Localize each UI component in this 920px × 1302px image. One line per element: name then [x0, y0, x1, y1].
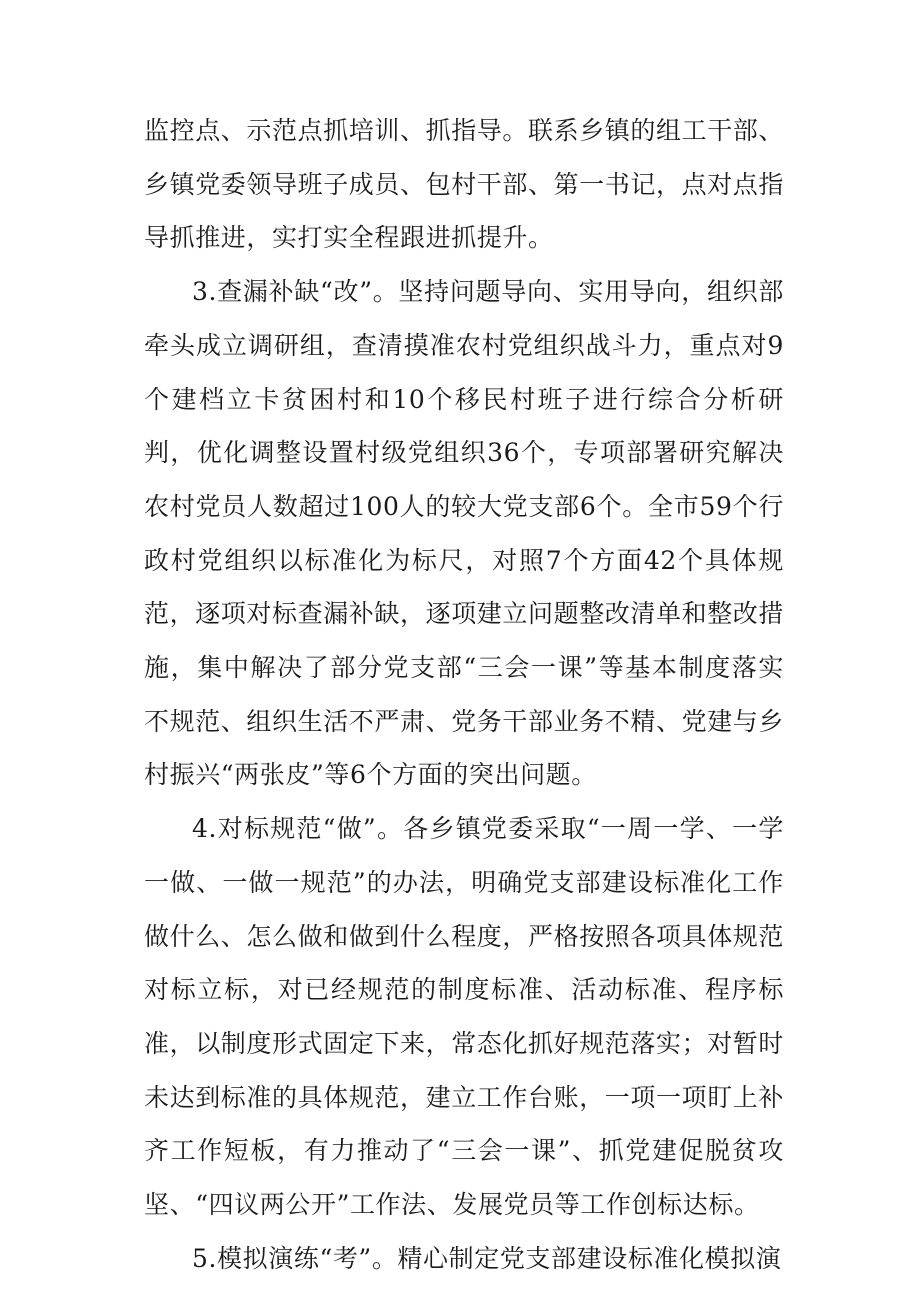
document-body [144, 104, 784, 1285]
paragraph-item-5: 5.模拟演练“考”。精心制定党支部建设标准化模拟演 [192, 1243, 782, 1273]
paragraph-item-4: 4.对标规范“做”。各乡镇党委采取“一周一学、一学一做、一做一规范”的办法，明确党支部建设标准化工作做什么、怎么做和做到什么程度，严格按照各项具体规范对标立标，对已经规范的制度标准、活动标准、程序标准，以制度形式固定下来，常态化抓好规范落实；对暂时未达到标准的具体规范，建立工作台账，一项一项盯上补齐工作短板，有力推动了“三会一课”、抓党建促脱贫攻坚、“四议两公开”工作法、发展党员等工作创标达标。 [144, 814, 785, 1220]
paragraph-continuation: 监控点、示范点抓培训、抓指导。联系乡镇的组工干部、乡镇党委领导班子成员、包村干部、第一书记，点对点指导抓推进，实打实全程跟进抓提升。 [144, 116, 785, 253]
paragraph-item-3: 3.查漏补缺“改”。坚持问题导向、实用导向，组织部牵头成立调研组，查清摸准农村党组织战斗力，重点对9个建档立卡贫困村和10个移民村班子进行综合分析研判，优化调整设置村级党组织36个，专项部署研究解决农村党员人数超过100人的较大党支部6个。全市59个行政村党组织以标准化为标尺，对照7个方面42个具体规范，逐项对标查漏补缺，逐项建立问题整改清单和整改措施，集中解决了部分党支部“三会一课”等基本制度落实不规范、组织生活不严肃、党务干部业务不精、党建与乡村振兴“两张皮”等6个方面的突出问题。 [144, 277, 785, 790]
